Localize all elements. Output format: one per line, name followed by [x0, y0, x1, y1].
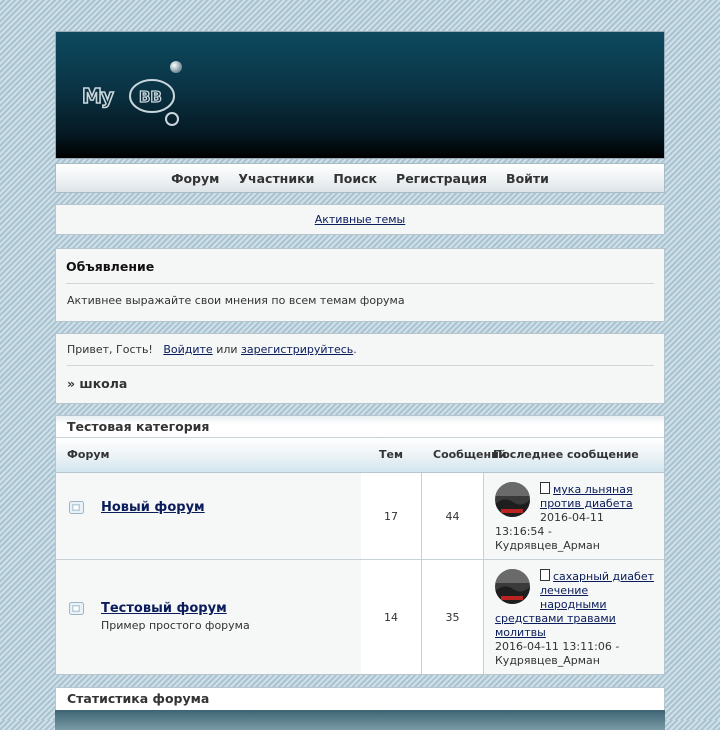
stats-header-bar [55, 710, 665, 730]
posts-count: 35 [422, 560, 484, 674]
or-text: или [216, 343, 238, 356]
last-post-link[interactable]: сахарный диабет лечение народными средствами травами молитвы [495, 570, 654, 639]
announcement-title: Объявление [66, 259, 155, 274]
welcome-line [67, 343, 654, 356]
topics-count: 17 [361, 473, 422, 559]
active-topics-link[interactable]: Активные темы [314, 213, 406, 226]
col-posts: Сообщений [433, 448, 507, 461]
table-header [56, 438, 664, 473]
mybb-logo[interactable] [80, 56, 190, 128]
user-avatar[interactable] [495, 569, 530, 604]
main-nav [55, 163, 665, 193]
document-icon [540, 482, 550, 494]
divider [66, 283, 654, 284]
col-topics: Тем [379, 448, 403, 461]
last-post-cell [484, 560, 664, 674]
col-forum: Форум [67, 448, 110, 461]
breadcrumb: » школа [67, 376, 128, 391]
forum-row [56, 560, 664, 674]
nav-login[interactable]: Войти [506, 170, 549, 186]
login-link[interactable]: Войдите [163, 343, 213, 356]
topics-count: 14 [361, 560, 422, 674]
forum-row [56, 473, 664, 560]
announcement-text: Активнее выражайте свои мнения по всем темам форума [67, 294, 405, 307]
user-avatar[interactable] [495, 482, 530, 517]
last-post-date: 2016-04-11 13:16:54 - [495, 511, 604, 538]
stats-title: Статистика форума [55, 687, 665, 710]
header-banner [55, 31, 665, 159]
forum-cell [56, 560, 362, 674]
forum-cell [56, 473, 362, 559]
forum-folder-icon [69, 501, 84, 514]
forum-category [55, 415, 665, 675]
divider [67, 365, 654, 366]
forum-stats [55, 687, 665, 730]
forum-description: Пример простого форума [101, 619, 250, 632]
last-post-link[interactable]: мука льняная против диабета [540, 483, 633, 510]
forum-name-link[interactable]: Тестовый форум [101, 601, 227, 616]
announcement-box [55, 248, 665, 322]
col-last-post: Последнее сообщение [493, 448, 639, 461]
svg-text:My: My [82, 84, 113, 108]
nav-forum[interactable]: Форум [171, 170, 220, 186]
document-icon [540, 569, 550, 581]
register-link[interactable]: зарегистрируйтесь [241, 343, 354, 356]
welcome-box [55, 333, 665, 404]
page-wrapper [55, 31, 665, 730]
avatar-image [495, 569, 530, 604]
nav-register[interactable]: Регистрация [396, 170, 488, 186]
nav-members[interactable]: Участники [238, 170, 315, 186]
last-post-cell [484, 473, 664, 559]
avatar-image [495, 482, 530, 517]
last-post-author: Кудрявцев_Арман [495, 539, 600, 552]
forum-name-link[interactable]: Новый форум [101, 500, 205, 515]
greeting-text: Привет, Гость! [67, 343, 153, 356]
category-title[interactable]: Тестовая категория [56, 416, 664, 438]
last-post-date: 2016-04-11 13:11:06 - [495, 640, 620, 653]
last-post-author: Кудрявцев_Арман [495, 654, 600, 667]
period-text: . [353, 343, 357, 356]
forum-folder-icon [69, 602, 84, 615]
svg-text:BB: BB [139, 88, 162, 106]
nav-search[interactable]: Поиск [333, 170, 378, 186]
active-topics-bar [55, 204, 665, 235]
posts-count: 44 [422, 473, 484, 559]
